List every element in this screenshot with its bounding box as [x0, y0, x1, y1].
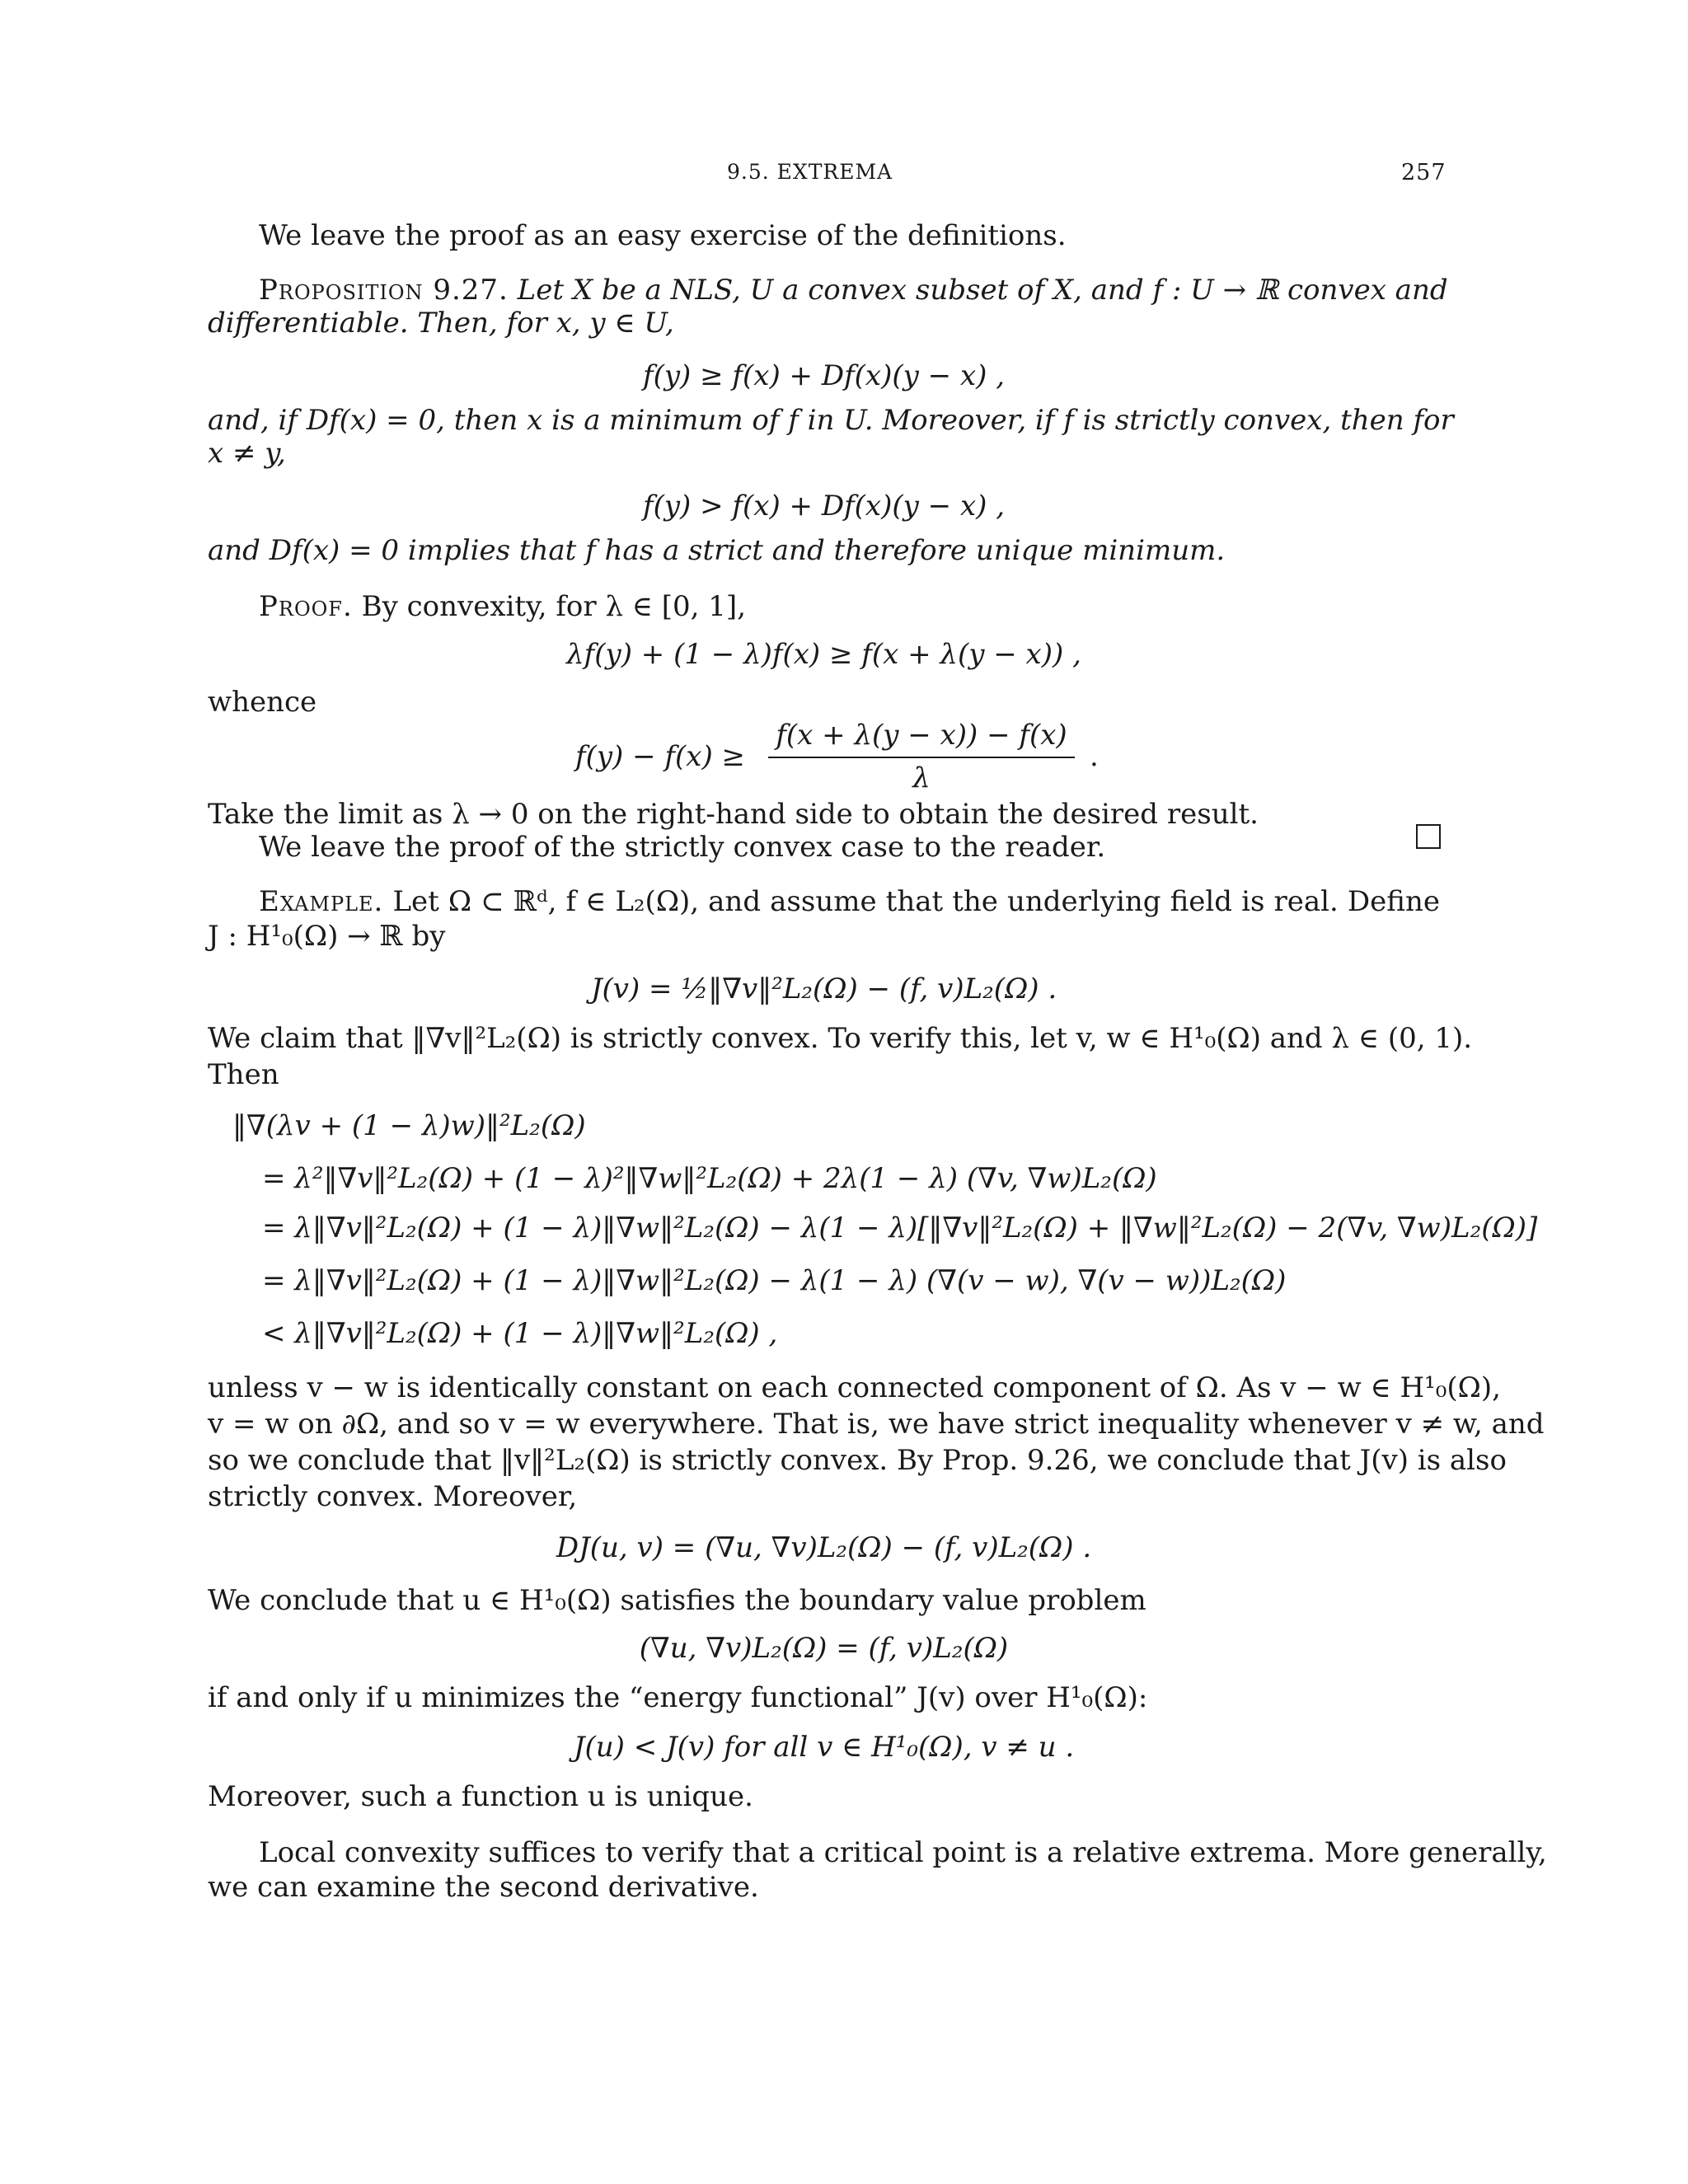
proof-line-3: We leave the proof of the strictly convex case to the reader. [259, 831, 1106, 864]
example-text-1: Let Ω ⊂ ℝᵈ, f ∈ L₂(Ω), and assume that the underlying field is real. Define [392, 885, 1440, 918]
align-line-4: = λ‖∇v‖²L₂(Ω) + (1 − λ)‖∇w‖²L₂(Ω) − λ(1 − λ) (∇(v − w), ∇(v − w))L₂(Ω) [262, 1264, 1287, 1297]
example-line-3: We claim that ‖∇v‖²L₂(Ω) is strictly convex. To verify this, let v, w ∈ H¹₀(Ω) and λ ∈ (0, 1). [208, 1022, 1473, 1055]
align-line-5: < λ‖∇v‖²L₂(Ω) + (1 − λ)‖∇w‖²L₂(Ω) , [262, 1317, 778, 1350]
proof-line-2: Take the limit as λ → 0 on the right-hand side to obtain the desired result. [208, 798, 1259, 831]
example-line-10: if and only if u minimizes the “energy functional” J(v) over H¹₀(Ω): [208, 1681, 1148, 1714]
running-header-section: 9.5. EXTREMA [727, 160, 893, 184]
example-equation-1: J(v) = ½‖∇v‖²L₂(Ω) − (f, v)L₂(Ω) . [590, 972, 1057, 1005]
align-line-1: ‖∇(λv + (1 − λ)w)‖²L₂(Ω) [232, 1109, 586, 1142]
example-line-11: Moreover, such a function u is unique. [208, 1780, 753, 1813]
proof-equation-2-denominator: λ [912, 762, 931, 794]
proof-label: Proof. [259, 590, 353, 623]
final-paragraph-line-1: Local convexity suffices to verify that a critical point is a relative extrema. More generally, [259, 1836, 1547, 1869]
proof-equation-2-period: . [1090, 740, 1099, 773]
qed-square-icon [1416, 824, 1441, 849]
proof-line-1 [259, 590, 1440, 623]
whence-word: whence [208, 686, 317, 719]
proposition-line-3: and, if Df(x) = 0, then x is a minimum of f in U. Moreover, if f is strictly convex, then for [208, 404, 1454, 437]
example-equation-2: DJ(u, v) = (∇u, ∇v)L₂(Ω) − (f, v)L₂(Ω) . [556, 1531, 1092, 1564]
proposition-line-1 [259, 274, 1448, 307]
example-line-9: We conclude that u ∈ H¹₀(Ω) satisfies the boundary value problem [208, 1584, 1146, 1617]
proof-equation-2-numerator: f(x + λ(y − x)) − f(x) [776, 719, 1067, 752]
example-line-1 [259, 885, 1440, 918]
example-line-4: Then [208, 1058, 279, 1091]
proposition-text-1: Let X be a NLS, U a convex subset of X, and f : U → ℝ convex and [517, 274, 1448, 307]
proposition-equation-2: f(y) > f(x) + Df(x)(y − x) , [643, 490, 1005, 523]
final-paragraph-line-2: we can examine the second derivative. [208, 1871, 759, 1904]
fraction-bar [768, 757, 1075, 758]
align-line-3: = λ‖∇v‖²L₂(Ω) + (1 − λ)‖∇w‖²L₂(Ω) − λ(1 − λ)[‖∇v‖²L₂(Ω) + ‖∇w‖²L₂(Ω) − 2(∇v, ∇w)L₂(Ω)] [262, 1212, 1538, 1244]
example-equation-3: (∇u, ∇v)L₂(Ω) = (f, v)L₂(Ω) [639, 1632, 1009, 1665]
page-number: 257 [1401, 160, 1447, 185]
proof-text-1: By convexity, for λ ∈ [0, 1], [361, 590, 746, 623]
example-line-5: unless v − w is identically constant on each connected component of Ω. As v − w ∈ H¹₀(Ω), [208, 1371, 1501, 1404]
example-label: Example. [259, 885, 384, 918]
align-line-2: = λ²‖∇v‖²L₂(Ω) + (1 − λ)²‖∇w‖²L₂(Ω) + 2λ(1 − λ) (∇v, ∇w)L₂(Ω) [262, 1162, 1157, 1195]
example-line-2: J : H¹₀(Ω) → ℝ by [208, 920, 446, 953]
proposition-line-4: x ≠ y, [208, 437, 286, 470]
proposition-equation-1: f(y) ≥ f(x) + Df(x)(y − x) , [643, 359, 1005, 392]
proof-equation-2-lhs: f(y) − f(x) ≥ [575, 740, 746, 773]
proposition-label: Proposition 9.27. [259, 274, 509, 307]
intro-sentence: We leave the proof as an easy exercise of the definitions. [259, 219, 1067, 252]
proof-equation-1: λf(y) + (1 − λ)f(x) ≥ f(x + λ(y − x)) , [566, 638, 1081, 671]
proposition-line-5: and Df(x) = 0 implies that f has a strict and therefore unique minimum. [208, 534, 1226, 567]
example-equation-4: J(u) < J(v) for all v ∈ H¹₀(Ω), v ≠ u . [573, 1731, 1075, 1764]
example-line-6: v = w on ∂Ω, and so v = w everywhere. That is, we have strict inequality whenever v ≠ w, and [208, 1408, 1545, 1441]
proposition-line-2: differentiable. Then, for x, y ∈ U, [208, 307, 674, 340]
example-line-8: strictly convex. Moreover, [208, 1480, 578, 1513]
example-line-7: so we conclude that ‖v‖²L₂(Ω) is strictly convex. By Prop. 9.26, we conclude that J(v) is also [208, 1444, 1507, 1477]
